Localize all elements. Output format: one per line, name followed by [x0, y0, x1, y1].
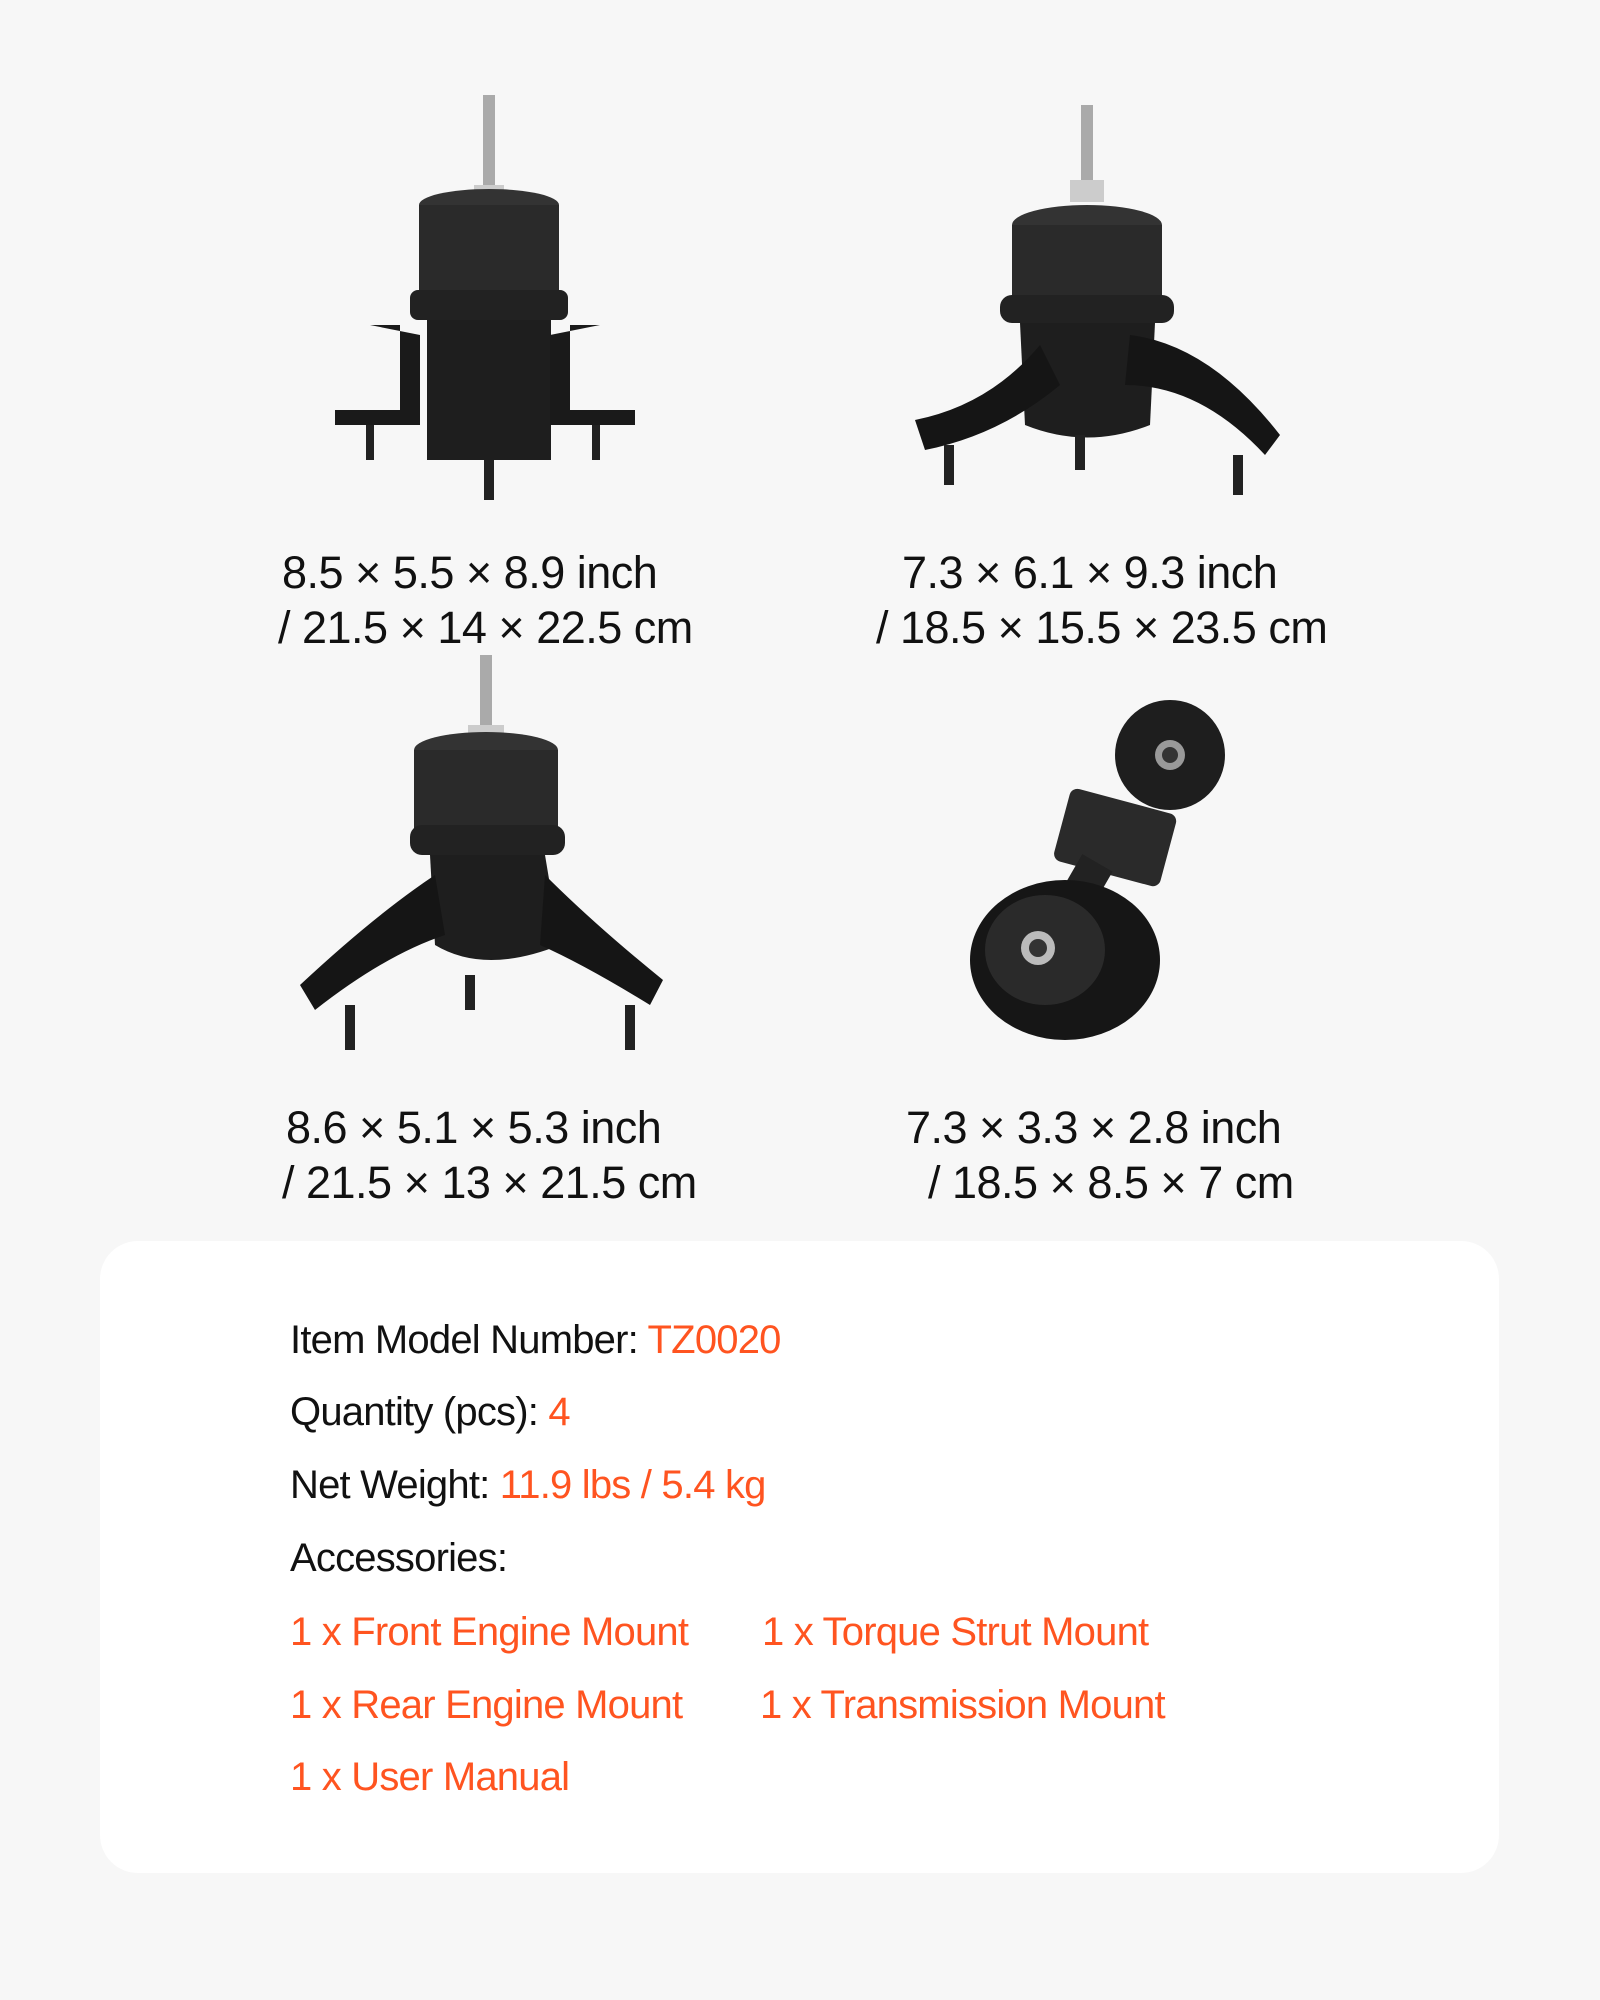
- accessory-item: 1 x Transmission Mount: [760, 1683, 1165, 1727]
- torque-strut-mount-image: [970, 690, 1230, 1070]
- accessory-item: 1 x User Manual: [290, 1755, 570, 1799]
- quantity-label: Quantity (pcs):: [290, 1390, 549, 1434]
- product-3-dimensions-inch: 8.6 × 5.1 × 5.3 inch: [286, 1102, 662, 1153]
- front-engine-mount-image: [330, 95, 640, 515]
- product-4-dimensions-cm: / 18.5 × 8.5 × 7 cm: [928, 1157, 1294, 1208]
- quantity: [290, 1387, 570, 1437]
- quantity-value: 4: [548, 1390, 570, 1434]
- product-2-dimensions-inch: 7.3 × 6.1 × 9.3 inch: [902, 547, 1278, 598]
- product-4-dimensions-inch: 7.3 × 3.3 × 2.8 inch: [906, 1102, 1282, 1153]
- product-1-dimensions-cm: / 21.5 × 14 × 22.5 cm: [278, 602, 693, 653]
- net-weight: [290, 1460, 766, 1510]
- product-3-dimensions-cm: / 21.5 × 13 × 21.5 cm: [282, 1157, 697, 1208]
- weight-label: Net Weight:: [290, 1463, 500, 1507]
- accessory-item: 1 x Torque Strut Mount: [762, 1610, 1149, 1654]
- accessory-item: 1 x Front Engine Mount: [290, 1610, 689, 1654]
- accessory-item: 1 x Rear Engine Mount: [290, 1683, 683, 1727]
- product-1-dimensions-inch: 8.5 × 5.5 × 8.9 inch: [282, 547, 658, 598]
- transmission-mount-image: [295, 655, 675, 1065]
- accessories-label: Accessories:: [290, 1536, 508, 1580]
- product-2-dimensions-cm: / 18.5 × 15.5 × 23.5 cm: [876, 602, 1328, 653]
- model-number: [290, 1315, 781, 1365]
- weight-value: 11.9 lbs / 5.4 kg: [499, 1463, 766, 1507]
- model-value: TZ0020: [647, 1318, 781, 1362]
- model-label: Item Model Number:: [290, 1318, 648, 1362]
- rear-engine-mount-image: [910, 105, 1290, 505]
